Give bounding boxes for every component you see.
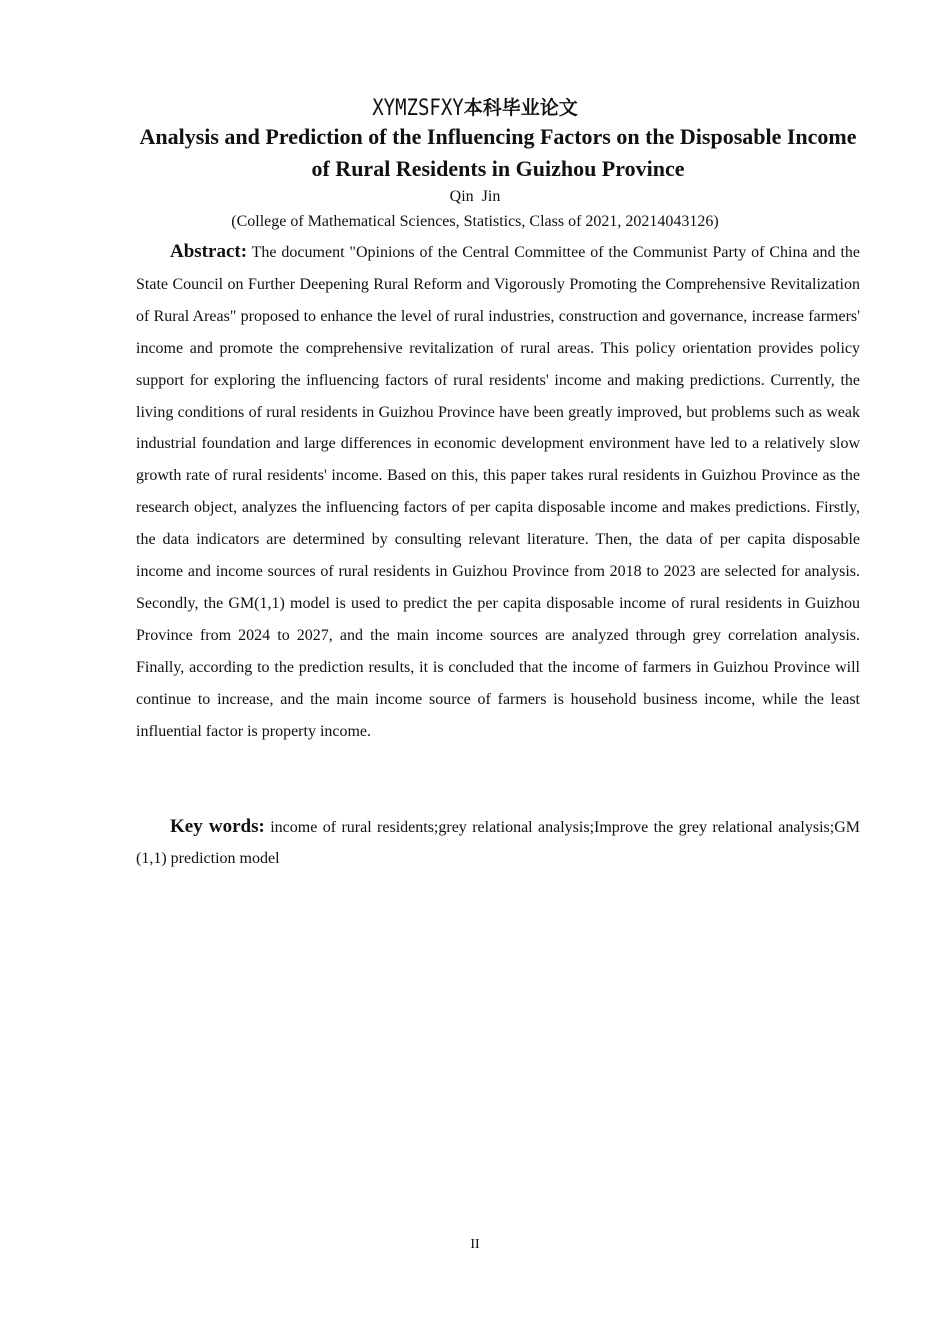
page-number: II bbox=[470, 1237, 480, 1252]
thesis-header bbox=[0, 94, 950, 121]
abstract-paragraph bbox=[136, 236, 860, 748]
thesis-type: 本科毕业论文 bbox=[463, 97, 578, 119]
author-name: Qin Jin bbox=[449, 188, 501, 205]
abstract-text: The document "Opinions of the Central Committee of the Communist Party of China and the State Council on Further Deepening Rural Reform and Vigorously Promoting the Comprehensive Revitalization of Rural Areas" proposed to enhance the level of rural industries, construction and governance, increase farmers' income and promote the comprehensive revitalization of rural areas. This policy orientation provides policy support for exploring the influencing factors of rural residents' income and making predictions. Currently, the living conditions of rural residents in Guizhou Province have been greatly improved, but problems such as weak industrial foundation and large differences in economic development environment have led to a relatively slow growth rate of rural residents' income. Based on this, this paper takes rural residents in Guizhou Province as the research object, analyzes the influencing factors of per capita disposable income and makes predictions. Firstly, the data indicators are determined by consulting relevant literature. Then, the data of per capita disposable income and income sources of rural residents in Guizhou Province from 2018 to 2023 are selected for analysis. Secondly, the GM(1,1) model is used to predict the per capita disposable income of rural residents in Guizhou Province from 2024 to 2027, and the main income sources are analyzed through grey correlation analysis. Finally, according to the prediction results, it is concluded that the income of farmers in Guizhou Province will continue to increase, and the main income source of farmers is household business income, while the least influential factor is property income. bbox=[136, 244, 861, 740]
abstract-label: Abstract: bbox=[170, 241, 248, 262]
school-code: XYMZSFXY bbox=[372, 95, 464, 121]
keywords-text: income of rural residents;grey relational analysis;Improve the grey relational analysis;GM (1,1) prediction model bbox=[136, 819, 860, 867]
paper-title: Analysis and Prediction of the Influencing Factors on the Disposable Income of Rural Residents in Guizhou Province bbox=[139, 124, 857, 181]
keywords-paragraph bbox=[136, 811, 860, 874]
keywords-label: Key words: bbox=[170, 816, 265, 837]
author-affiliation: (College of Mathematical Sciences, Statistics, Class of 2021, 20214043126) bbox=[231, 213, 719, 230]
